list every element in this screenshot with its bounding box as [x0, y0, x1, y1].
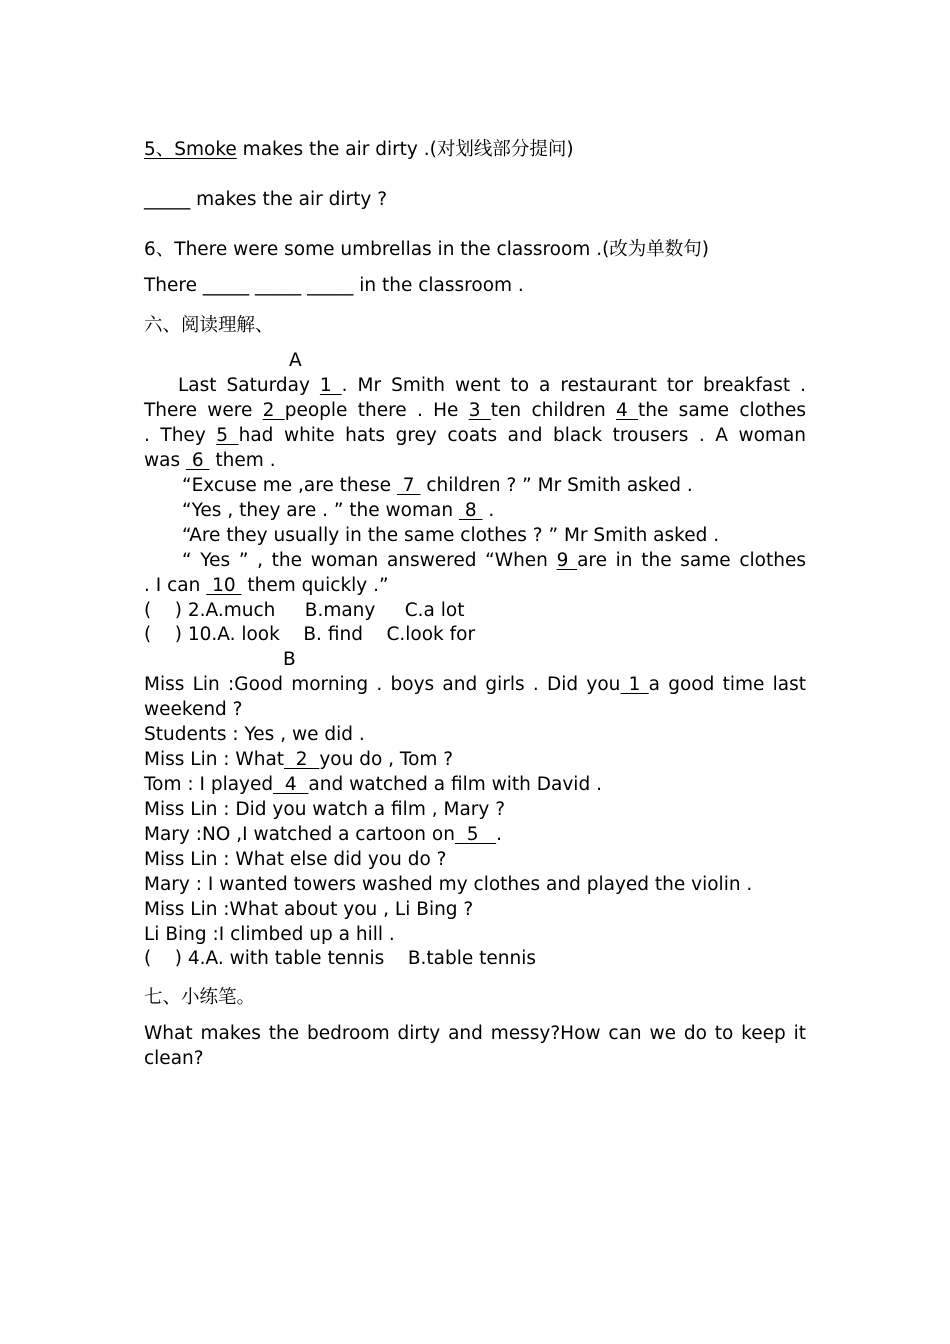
blank-4: 4 [615, 400, 639, 421]
task6-answer-line: There _____ _____ _____ in the classroom . [144, 275, 524, 296]
dialogue-line: Miss Lin : Did you watch a film , Mary ? [144, 799, 506, 820]
passage-a-line: . I can 10 them quickly .” [144, 575, 389, 596]
dialogue-line: Mary :NO ,I watched a cartoon on 5 . [144, 824, 503, 845]
blank-b5: 5 [454, 824, 497, 845]
blank-b1: 1 [620, 674, 649, 695]
blank-7: 7 [396, 475, 421, 496]
dialogue-line: Miss Lin : What 2 you do , Tom ? [144, 749, 454, 770]
dialogue-line: Miss Lin :Good morning . boys and girls . Did you 1 a good time last [144, 674, 806, 695]
blank-b2: 2 [284, 749, 320, 770]
dialogue-line: Students : Yes , we did . [144, 724, 365, 745]
blank-6: 6 [186, 450, 210, 471]
passage-a-line: “ Yes ” , the woman answered “When 9 are in the same clothes [182, 550, 806, 571]
writing-prompt: clean? [144, 1048, 204, 1069]
underlined-word: 5、Smoke [144, 139, 237, 160]
task5-answer-line: _____ makes the air dirty ? [144, 189, 388, 210]
dialogue-line: Tom : I played 4 and watched a film with David . [144, 774, 602, 795]
passage-a-line: “Excuse me ,are these 7 children ? ” Mr Smith asked . [182, 475, 693, 496]
question-10-options: ( ) 10.A. look B. find C.look for [144, 624, 476, 645]
dialogue-line: Miss Lin : What else did you do ? [144, 849, 447, 870]
dialogue-line: Li Bing :I climbed up a hill . [144, 924, 395, 945]
passage-a-line: . They 5 had white hats grey coats and black trousers . A woman [144, 425, 807, 446]
passage-a-line: “Are they usually in the same clothes ? ” Mr Smith asked . [182, 525, 720, 546]
passage-b-label: B [283, 649, 296, 670]
passage-a-line: “Yes , they are . ” the woman 8 . [182, 500, 495, 521]
passage-a-line: Last Saturday 1 . Mr Smith went to a restaurant tor breakfast . [178, 375, 806, 396]
blank-8: 8 [458, 500, 483, 521]
blank-1: 1 [319, 375, 342, 396]
task6-question: 6、There were some umbrellas in the classroom .(改为单数句) [144, 239, 710, 260]
blank-5: 5 [216, 425, 239, 446]
blank-b4: 4 [273, 774, 309, 795]
dialogue-line: weekend ? [144, 699, 243, 720]
blank-9: 9 [556, 550, 578, 571]
section7-title: 七、小练笔。 [144, 987, 256, 1008]
blank-3: 3 [468, 400, 491, 421]
blank-2: 2 [262, 400, 285, 421]
section6-title: 六、阅读理解、 [144, 315, 274, 336]
passage-a-label: A [289, 350, 302, 371]
task5-question: 5、Smoke makes the air dirty .(对划线部分提问) [144, 139, 574, 160]
writing-prompt: What makes the bedroom dirty and messy?How can we do to keep it [144, 1023, 806, 1044]
question-2-options: ( ) 2.A.much B.many C.a lot [144, 600, 465, 621]
question-4-options: ( ) 4.A. with table tennis B.table tennis [144, 948, 537, 969]
dialogue-line: Miss Lin :What about you , Li Bing ? [144, 899, 474, 920]
passage-a-line: was 6 them . [144, 450, 276, 471]
dialogue-line: Mary : I wanted towers washed my clothes and played the violin . [144, 874, 753, 895]
passage-a-line: There were 2 people there . He 3 ten children 4 the same clothes [144, 400, 806, 421]
blank-10: 10 [206, 575, 242, 596]
